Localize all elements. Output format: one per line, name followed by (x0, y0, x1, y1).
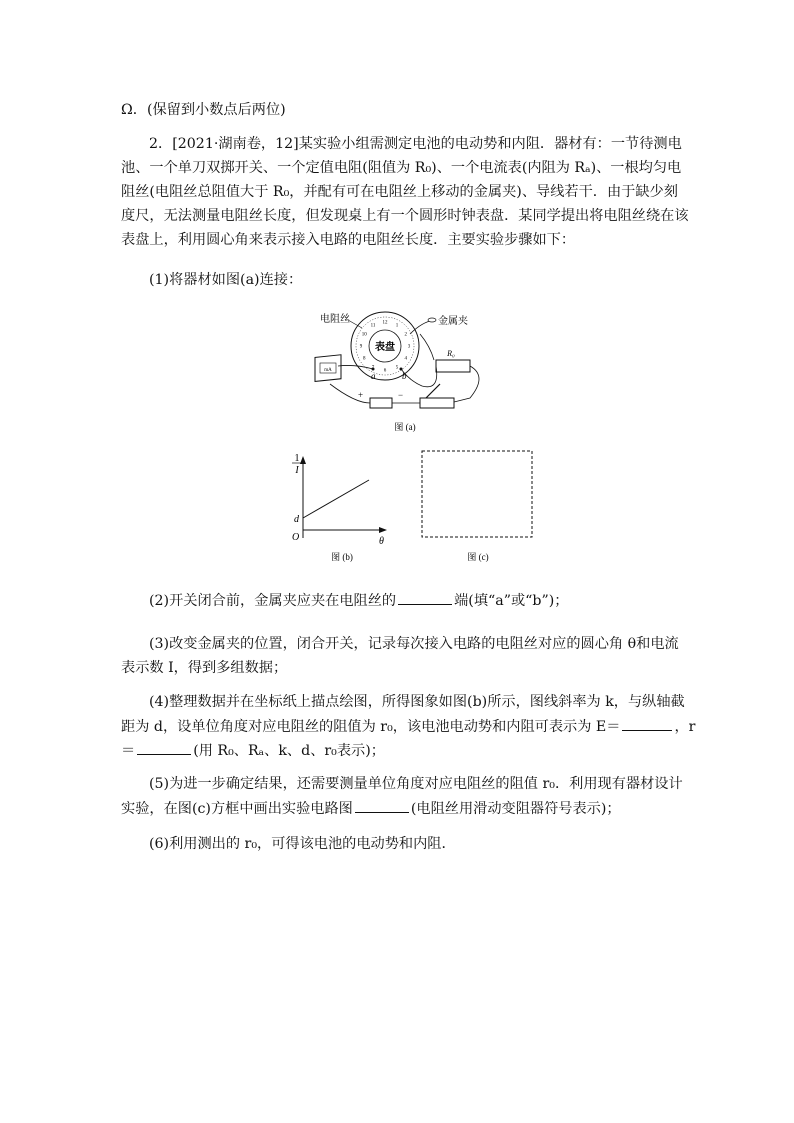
dial-label: 表盘 (375, 342, 395, 353)
answer-blank-5[interactable] (355, 798, 409, 813)
dashed-frame (422, 451, 532, 537)
point-a: a (371, 371, 376, 381)
dial-number: 2 (404, 332, 408, 338)
step-4-line-3: ＝ (用 R₀、Rₐ、k、d、r₀表示)； (121, 740, 385, 761)
svg-text:−: − (398, 390, 404, 400)
figure-c-box (418, 448, 538, 568)
step-5-line-2: 实验，在图(c)方框中画出实验电路图 (电阻丝用滑动变阻器符号表示)； (121, 798, 621, 819)
dial-number: 6 (383, 368, 387, 374)
dial-number: 9 (359, 344, 363, 350)
answer-blank-e[interactable] (622, 716, 672, 731)
switch (420, 398, 454, 408)
problem-intro-line-5: 表盘上，利用圆心角来表示接入电路的电阻丝长度．主要实验步骤如下： (121, 232, 576, 248)
dial-number: 3 (407, 344, 411, 350)
figure-a-caption: 图 (a) (394, 422, 416, 432)
step-2: (2)开关闭合前，金属夹应夹在电阻丝的 端(填“a”或“b”)； (149, 590, 568, 611)
x-axis-label: θ (379, 536, 384, 547)
point-b: b (402, 371, 407, 381)
continuation-text: Ω．(保留到小数点后两位) (121, 102, 286, 118)
answer-blank-2[interactable] (398, 590, 452, 605)
step-5-line-1: (5)为进一步确定结果，还需要测量单位角度对应电阻丝的阻值 r₀．利用现有器材设计 (149, 776, 683, 792)
dial-number: 1 (395, 323, 399, 329)
graph-line (303, 480, 369, 518)
step-3-line-1: (3)改变金属夹的位置，闭合开关，记录每次接入电路的电阻丝对应的圆心角 θ和电流 (149, 636, 679, 652)
battery (370, 398, 392, 408)
problem-intro-line-2: 池、一个单刀双掷开关、一个定值电阻(阻值为 R₀)、一个电流表(内阻为 Rₐ)、一根均匀电 (121, 160, 682, 176)
dial-number: 12 (382, 320, 388, 326)
clip-label: 金属夹 (438, 316, 468, 327)
intercept-label: d (294, 514, 299, 525)
figure-b-caption: 图 (b) (331, 552, 353, 562)
figure-b-graph (285, 448, 395, 568)
step-6: (6)利用测出的 r₀，可得该电池的电动势和内阻． (149, 836, 456, 852)
resistor-r0 (436, 360, 470, 372)
step-4-line-2: 距为 d，设单位角度对应电阻丝的阻值为 r₀，该电池电动势和内阻可表示为 E＝ ，r (121, 716, 695, 737)
dial-number: 10 (361, 332, 367, 338)
problem-intro-line-4: 度尺，无法测量电阻丝长度，但发现桌上有一个圆形时钟表盘．某同学提出将电阻丝绕在该 (121, 208, 689, 224)
svg-text:+: + (358, 390, 364, 400)
step-4-line-1: (4)整理数据并在坐标纸上描点绘图，所得图象如图(b)所示，图线斜率为 k，与纵轴截 (149, 694, 685, 710)
dial-number: 4 (404, 356, 408, 362)
step-1: (1)将器材如图(a)连接： (149, 272, 303, 288)
answer-blank-r[interactable] (137, 740, 191, 755)
svg-text:R₀: R₀ (447, 349, 455, 358)
svg-text:mA: mA (324, 368, 332, 373)
problem-intro-line-3: 阻丝(电阻丝总阻值大于 R₀，并配有可在电阻丝上移动的金属夹)、导线若干．由于缺少刻 (121, 184, 678, 200)
origin-label: O (292, 532, 300, 543)
step-3-line-2: 表示数 I，得到多组数据； (121, 660, 288, 676)
dial-number: 11 (370, 323, 376, 329)
svg-text:1: 1 (294, 453, 300, 464)
dial-number: 8 (362, 356, 366, 362)
figure-a-circuit (310, 306, 500, 434)
dial-number: 5 (395, 365, 399, 371)
wire-label: 电阻丝 (320, 314, 350, 325)
svg-text:I: I (295, 465, 299, 476)
figure-c-caption: 图 (c) (467, 552, 489, 562)
problem-intro-line-1: 2．[2021·湖南卷，12]某实验小组需测定电池的电动势和内阻．器材有：一节待测电 (149, 136, 682, 152)
